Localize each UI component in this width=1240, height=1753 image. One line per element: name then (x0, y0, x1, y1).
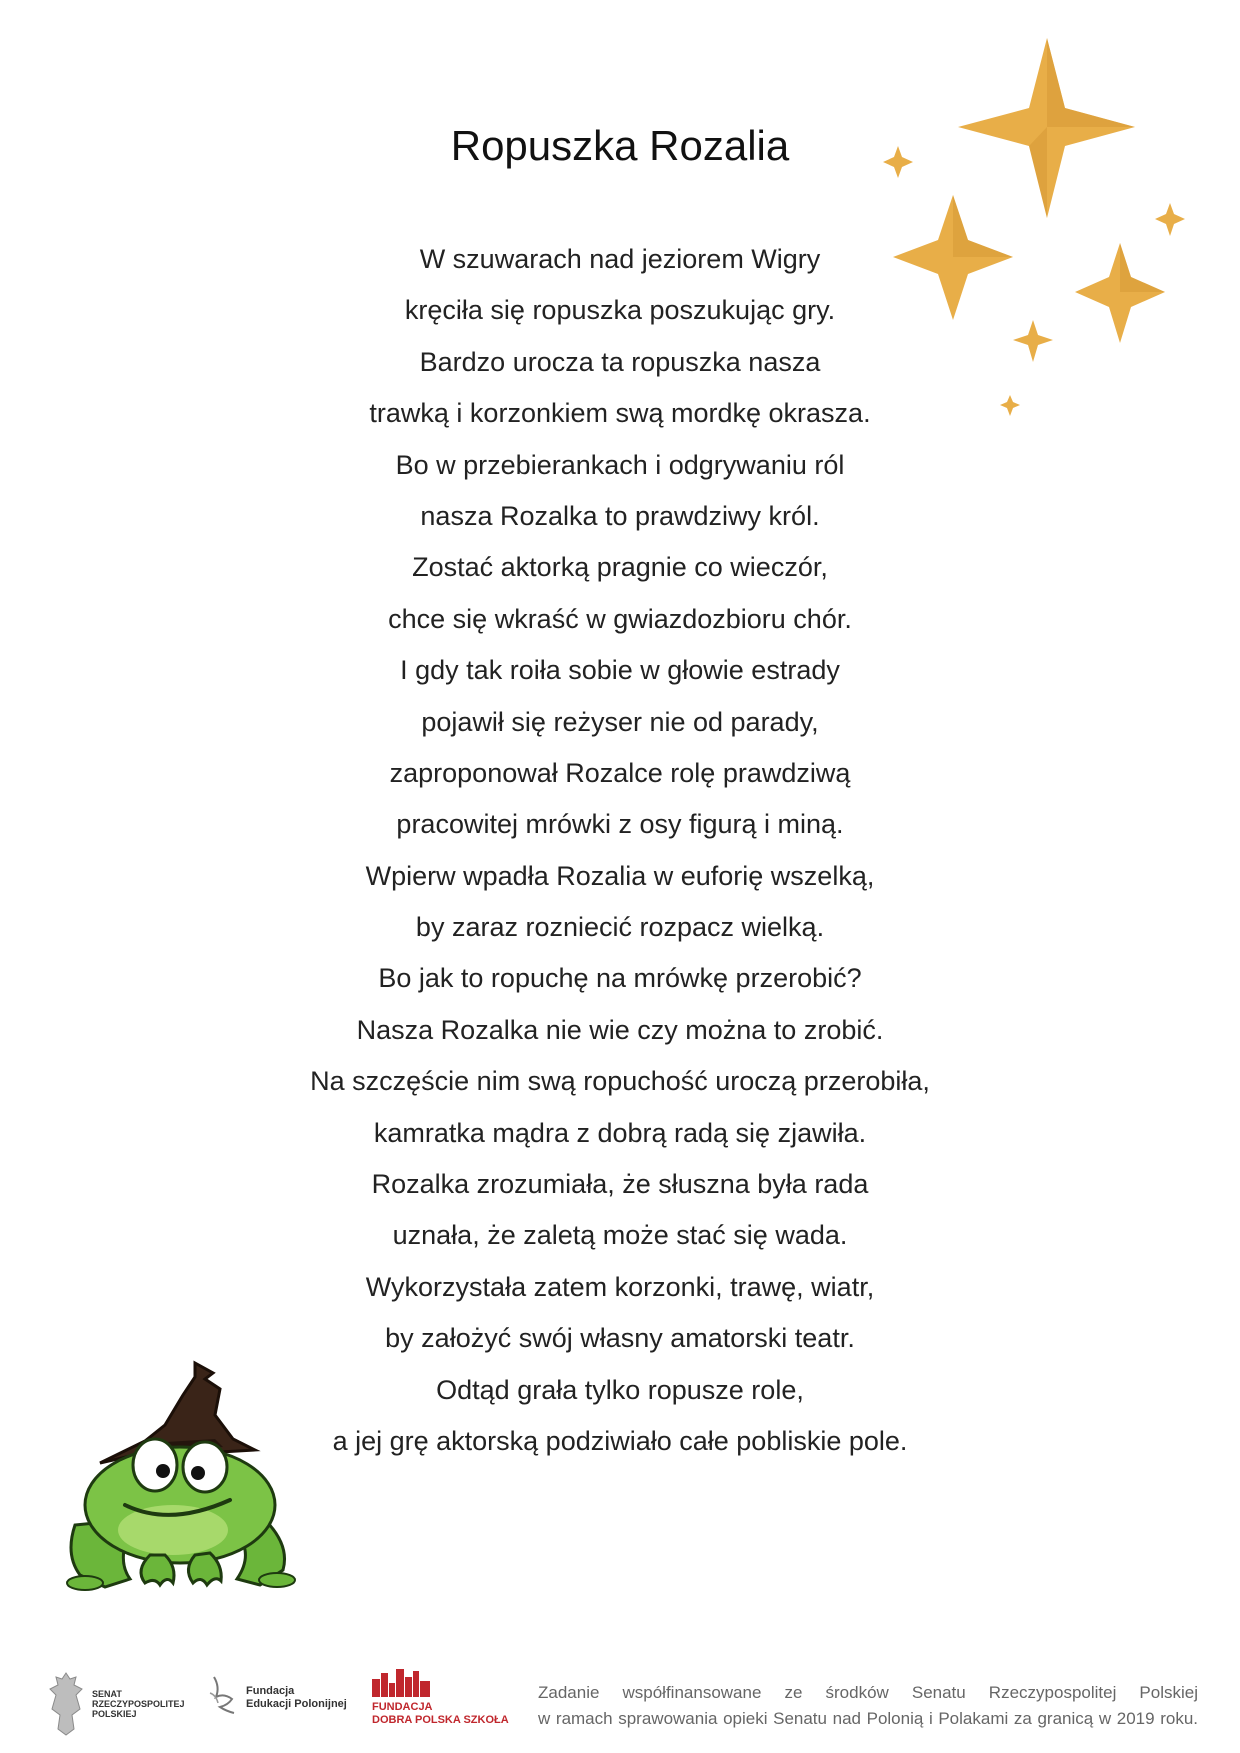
funding-line: w ramach sprawowania opieki Senatu nad Polonią i Polakami za granicą w 2019 roku. (538, 1709, 1198, 1728)
poem-line: Wykorzystała zatem korzonki, trawę, wiatr, (365, 1271, 875, 1302)
poem-line: Bardzo urocza ta ropuszka nasza (419, 346, 821, 377)
poem-line: Na szczęście nim swą ropuchość uroczą przerobiła, (310, 1066, 930, 1097)
city-skyline-icon (372, 1669, 432, 1697)
poem-line: Nasza Rozalka nie wie czy można to zrobić. (356, 1014, 884, 1045)
poem-line: Bo jak to ropuchę na mrówkę przerobić? (378, 963, 862, 994)
senat-logo-line: POLSKIEJ (92, 1709, 137, 1719)
poem-line: Odtąd grała tylko ropusze role, (436, 1374, 804, 1405)
funding-note (538, 1680, 1198, 1732)
senat-logo-line: SENAT (92, 1689, 122, 1699)
poem-line: trawką i korzonkiem swą mordkę okrasza. (369, 398, 871, 429)
poem-line: by zaraz rozniecić rozpacz wielką. (415, 912, 825, 943)
fep-logo (206, 1673, 356, 1733)
poem-line: Bo w przebierankach i odgrywaniu ról (395, 449, 845, 480)
sparkle-stars-icon (880, 30, 1220, 430)
poem-line: Rozalka zrozumiała, że słuszna była rada (371, 1169, 869, 1200)
poem-line: nasza Rozalka to prawdziwy król. (420, 500, 820, 531)
senat-logo-line: RZECZYPOSPOLITEJ (92, 1699, 185, 1709)
poem-line: a jej grę aktorską podziwiało całe pobliskie pole. (332, 1425, 908, 1456)
poem-line: kamratka mądra z dobrą radą się zjawiła. (373, 1117, 867, 1148)
poem-line: Zostać aktorką pragnie co wieczór, (412, 552, 828, 583)
poem-line: W szuwarach nad jeziorem Wigry (419, 244, 821, 274)
dps-logo-line: FUNDACJA (372, 1701, 433, 1713)
dps-logo-line: DOBRA POLSKA SZKOŁA (372, 1714, 509, 1726)
poem-line: by założyć swój własny amatorski teatr. (385, 1323, 855, 1354)
funding-line: Zadanie współfinansowane ze środków Senatu Rzeczypospolitej Polskiej (538, 1683, 1198, 1702)
page-title: Ropuszka Rozalia (450, 122, 790, 169)
poem-line: Wpierw wpadła Rozalia w euforię wszelką, (365, 860, 875, 891)
poem-line: uznała, że zaletą może stać się wada. (392, 1220, 848, 1251)
poem-line: zaproponował Rozalce rolę prawdziwą (389, 757, 851, 788)
eagle-emblem-icon (46, 1669, 86, 1739)
dove-icon (206, 1673, 242, 1717)
fep-logo-line: Edukacji Polonijnej (246, 1698, 347, 1710)
poem-line: pracowitej mrówki z osy figurą i miną. (396, 809, 844, 840)
fep-logo-line: Fundacja (246, 1685, 295, 1697)
poem-line: pojawił się reżyser nie od parady, (421, 706, 819, 737)
frog-with-witch-hat-icon (55, 1355, 315, 1595)
poem-line: I gdy tak roiła sobie w głowie estrady (400, 655, 840, 686)
dps-logo (370, 1669, 510, 1739)
senat-logo (46, 1669, 185, 1739)
poem-line: kręciła się ropuszka poszukując gry. (404, 295, 836, 326)
poem-line: chce się wkraść w gwiazdozbioru chór. (388, 603, 852, 634)
